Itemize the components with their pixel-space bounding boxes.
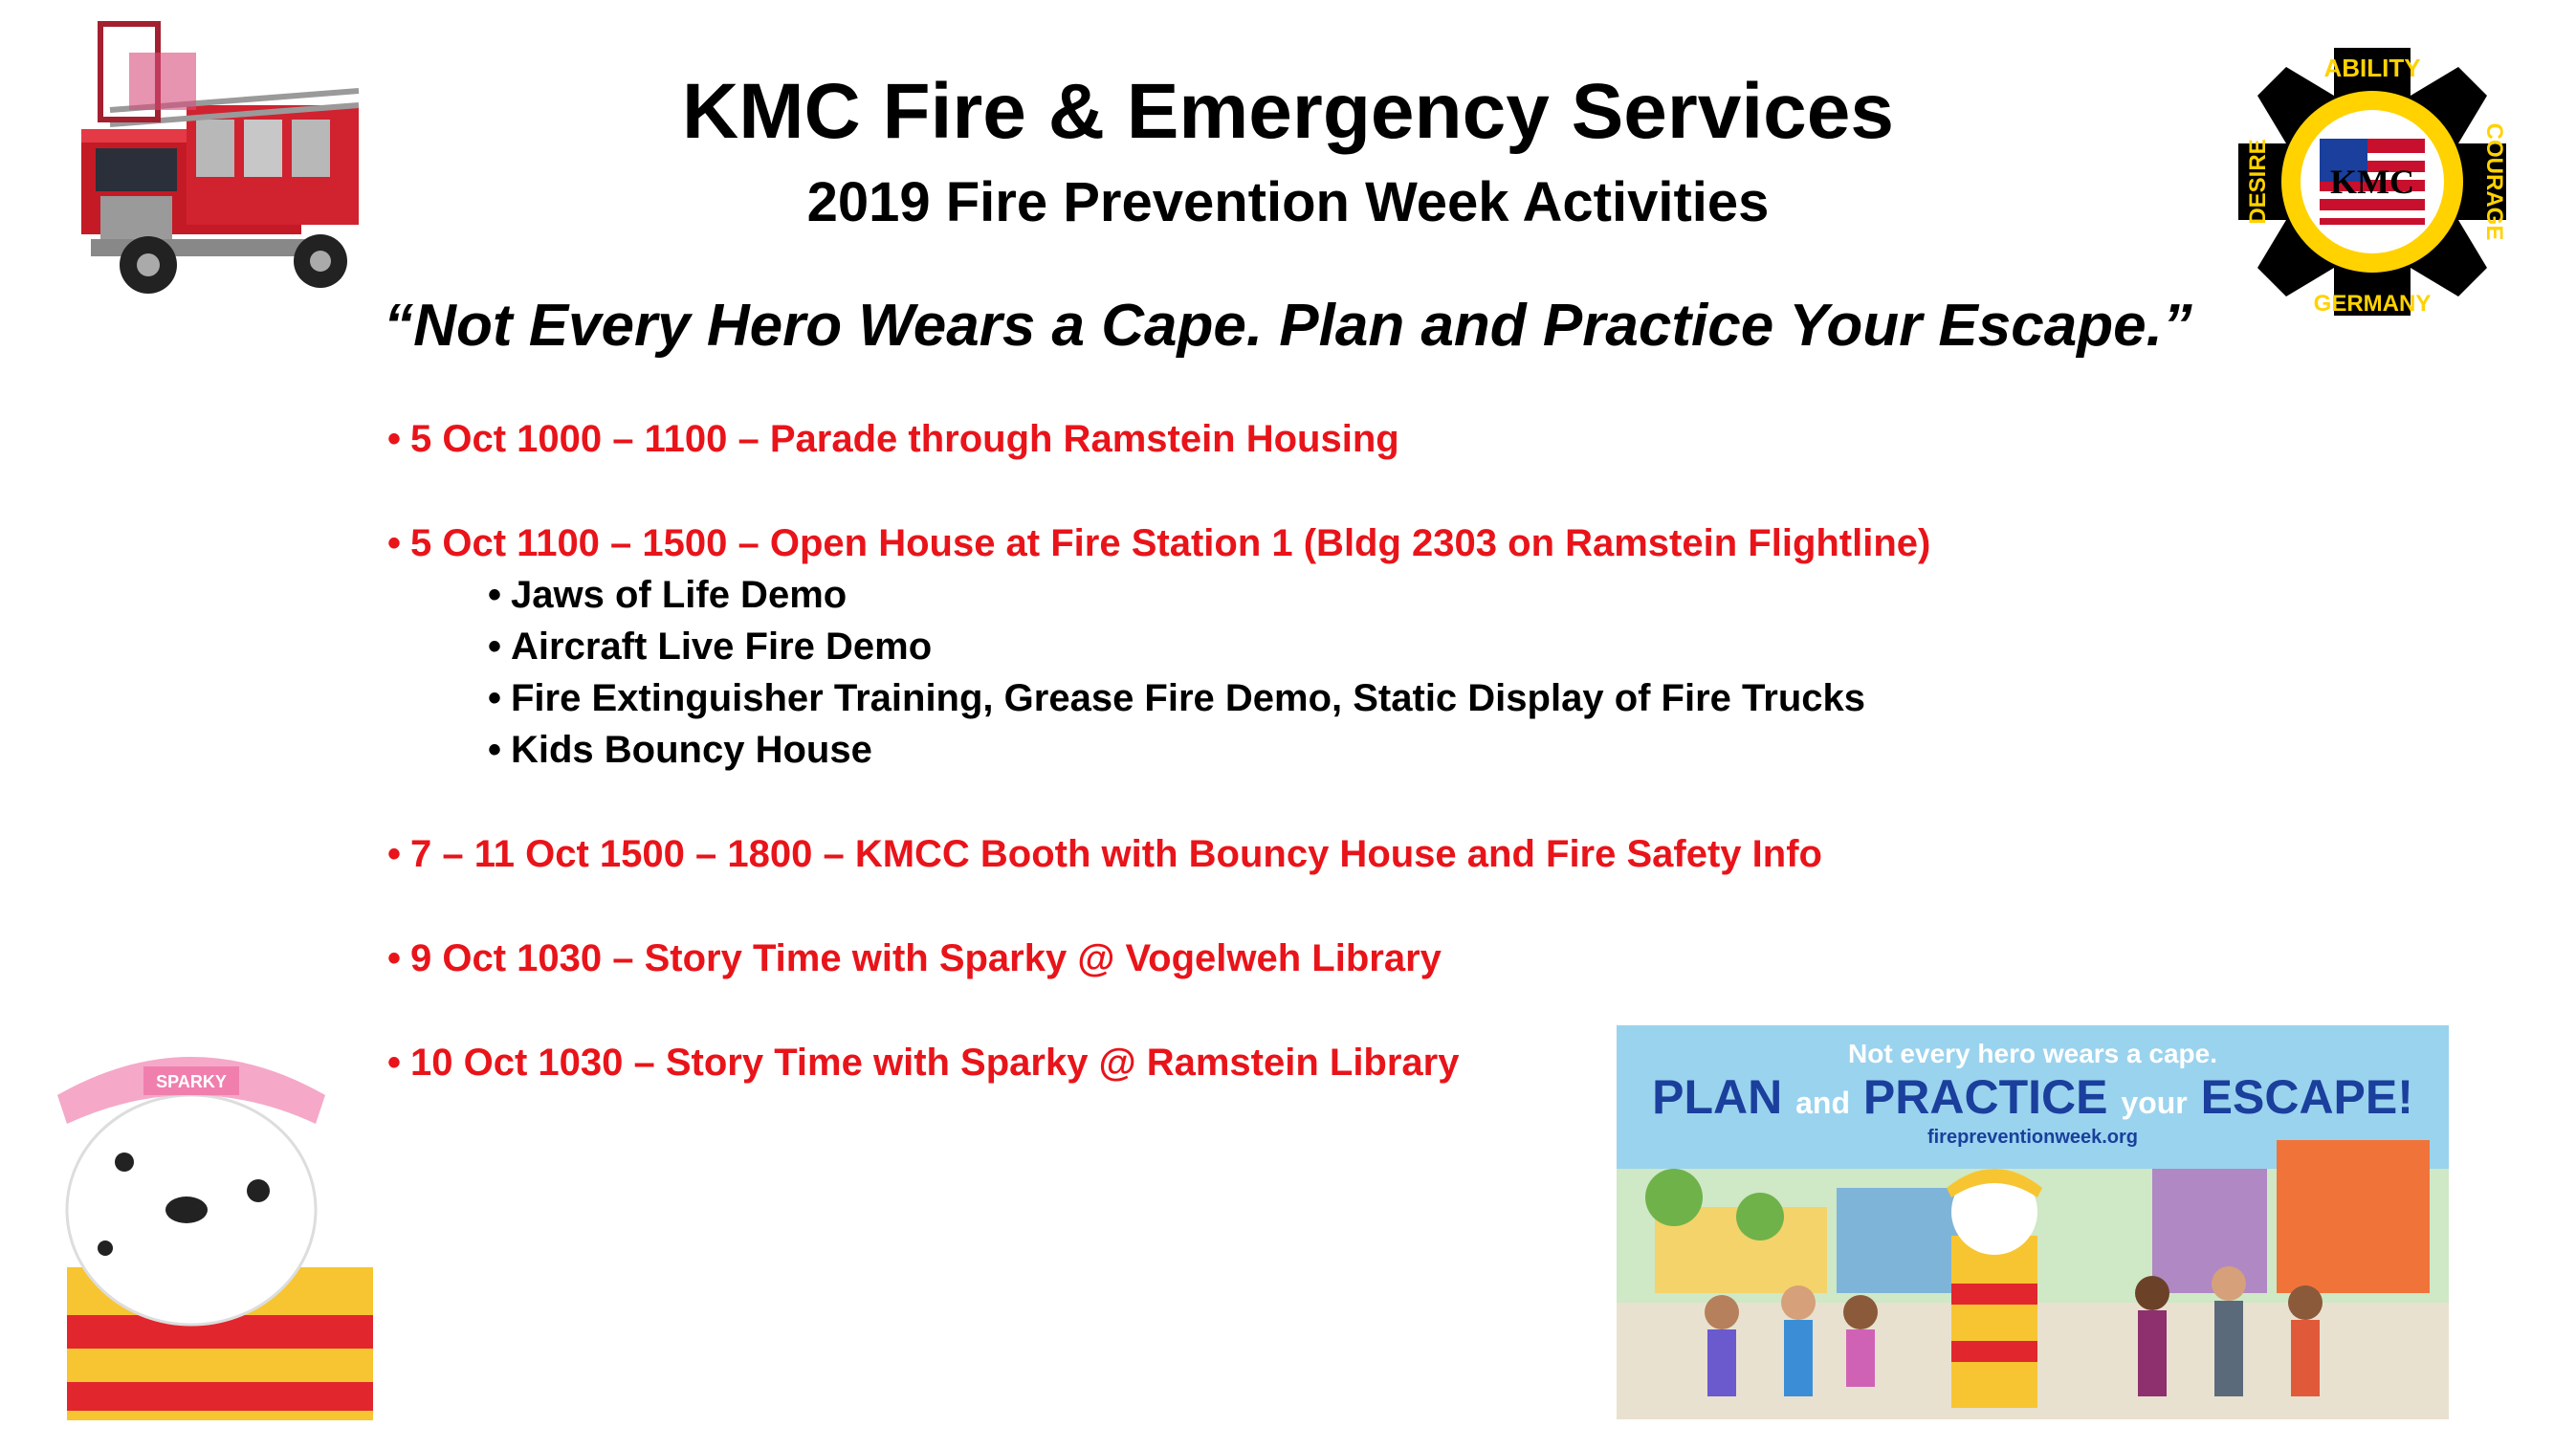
list-subitem: • Aircraft Live Fire Demo xyxy=(488,626,933,668)
page-subtitle: 2019 Fire Prevention Week Activities xyxy=(806,171,1770,233)
svg-text:KMC: KMC xyxy=(2330,163,2414,201)
fire-prevention-week-poster xyxy=(1617,1025,2449,1419)
poster-illustration xyxy=(1617,1025,2449,1419)
list-item: • 10 Oct 1030 – Story Time with Sparky @ Ramstein Library xyxy=(387,1042,1460,1084)
fire-truck-image xyxy=(43,14,407,311)
svg-text:GERMANY: GERMANY xyxy=(2313,291,2432,317)
svg-text:SPARKY: SPARKY xyxy=(156,1072,227,1091)
list-item: • 9 Oct 1030 – Story Time with Sparky @ Vogelweh Library xyxy=(387,937,1442,979)
list-item: • 5 Oct 1100 – 1500 – Open House at Fire Station 1 (Bldg 2303 on Ramstein Flightline) xyxy=(387,522,1931,564)
page-title: KMC Fire & Emergency Services xyxy=(682,68,1894,155)
poster-tagline: Not every hero wears a cape. xyxy=(1848,1039,2217,1068)
list-subitem: • Fire Extinguisher Training, Grease Fire Demo, Static Display of Fire Trucks xyxy=(488,677,1865,719)
list-subitem: • Kids Bouncy House xyxy=(488,729,872,771)
poster-url: firepreventionweek.org xyxy=(1926,1127,2139,1148)
svg-text:ABILITY: ABILITY xyxy=(2323,54,2421,82)
svg-text:COURAGE: COURAGE xyxy=(2481,122,2507,241)
list-item: • 7 – 11 Oct 1500 – 1800 – KMCC Booth with Bouncy House and Fire Safety Info xyxy=(387,833,1822,875)
list-subitem: • Jaws of Life Demo xyxy=(488,574,848,616)
theme-quote: “Not Every Hero Wears a Cape. Plan and Practice Your Escape.” xyxy=(384,293,2192,359)
list-item: • 5 Oct 1000 – 1100 – Parade through Ramstein Housing xyxy=(387,418,1399,460)
svg-text:DESIRE: DESIRE xyxy=(2245,139,2271,225)
sparky-mascot-image xyxy=(29,1028,373,1420)
poster-headline: PLAN and PRACTICE your ESCAPE! xyxy=(1652,1070,2413,1124)
